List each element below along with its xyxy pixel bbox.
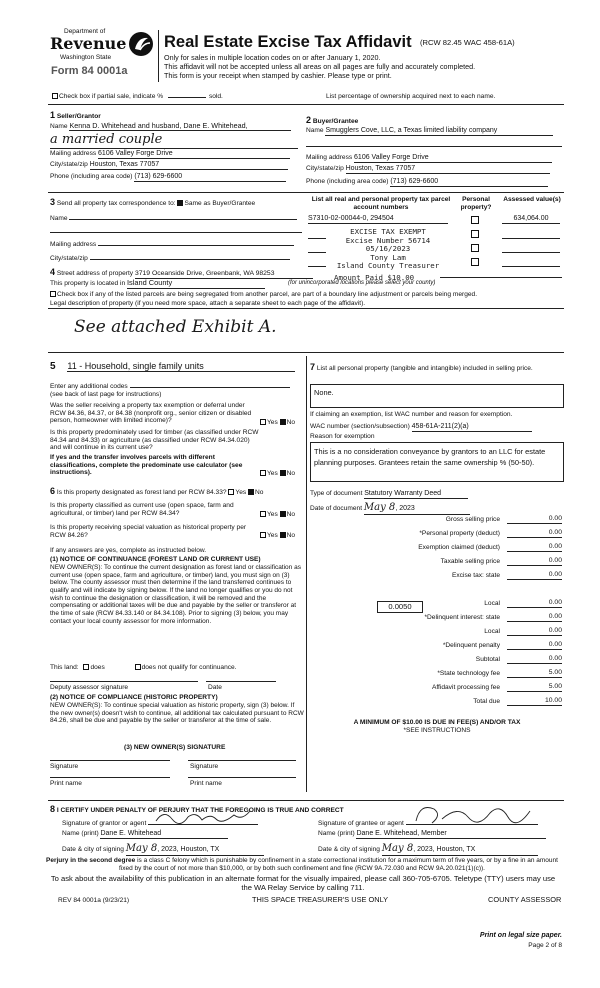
calc-row-value[interactable]: 10.00 <box>507 697 562 706</box>
q-current-use-no[interactable] <box>280 511 286 517</box>
owner-sig-label-1: Signature <box>50 763 79 770</box>
buyer-name-row: Name Smugglers Cove, LLC, a Texas limited liability company <box>306 127 562 136</box>
calc-row-value[interactable]: 0.00 <box>507 515 562 524</box>
rcw-reference: (RCW 82.45 WAC 458-61A) <box>420 38 515 47</box>
buyer-city-row: City/state/zip Houston, Texas 77057 <box>306 165 562 174</box>
personal-property-value: None. <box>314 388 334 397</box>
location-row: This property is located in Island County Amount Paid $10.00 (for unincorporated locations please select your county) <box>50 273 436 287</box>
grantor-signature[interactable] <box>148 817 258 825</box>
buyer-phone-field[interactable]: (713) 629-6600 <box>390 178 548 187</box>
calc-row-label: Exemption claimed (deduct) <box>418 544 500 551</box>
grantee-date-city[interactable]: May 8, 2023, Houston, TX <box>382 843 538 856</box>
owner-print-line-1[interactable] <box>50 777 170 778</box>
wac-row: WAC number (section/subsection) 458-61A-211(2)(a) <box>310 423 532 432</box>
street-row: 4 Street address of property 3719 Oceanside Drive, Greenbank, WA 98253 <box>50 267 320 279</box>
divider-top <box>48 104 564 105</box>
form-number: Form 84 0001a <box>51 65 128 77</box>
local-rate: 0.0050 <box>388 602 412 611</box>
page-number: Page 2 of 8 <box>528 942 562 949</box>
treasurer-use-label: THIS SPACE TREASURER'S USE ONLY <box>252 895 389 904</box>
perjury-note: Perjury in the second degree is a class C felony which is punishable by confinement in a state correctional institution for a maximum term of five years, or by a fine in an amount fixed by the court of not more than $10,000, or by both such confinement and fine (RCW 9A.72.030 and RCW 9A.20.021(1)(c)). <box>46 857 558 872</box>
legal-paper-note: Print on legal size paper. <box>479 932 562 939</box>
calc-row-value[interactable]: 0.00 <box>507 599 562 608</box>
sold-label: sold. <box>208 93 223 100</box>
minimum-due-note: A MINIMUM OF $10.00 IS DUE IN FEE(S) AND/OR TAX <box>353 719 521 726</box>
notice-continuance-body: NEW OWNER(S): To continue the current designation as forest land or classification as current use (open space, farm and agriculture, or timber) land, you must sign on (3) below. The county assessor must then determine if the land transferred continues to qualify and will indicate by signing below. If the land no longer qualifies or you do not wish to continue the designation or classification, it will be removed and the compensating or additional taxes will be due and payable by the seller or transferor at the time of sale (RCW 84.33.140 or 84.34.108). Prior to signing (3) below, you may contact your local county assessor for more information. <box>50 564 301 625</box>
calc-row-label: Local <box>484 600 500 607</box>
personal-property-checkbox-4[interactable] <box>471 258 479 266</box>
certify-line: 8 I CERTIFY UNDER PENALTY OF PERJURY THAT THE FOREGOING IS TRUE AND CORRECT <box>50 804 344 814</box>
corr-mail-field[interactable] <box>98 238 294 246</box>
calc-row <box>310 698 562 708</box>
q-forest: Is this property designated as forest land per RCW 84.33? <box>56 489 227 496</box>
grantee-signature[interactable] <box>406 817 538 825</box>
owner-sig-label-2: Signature <box>190 763 219 770</box>
calc-row-value[interactable]: 0.00 <box>507 613 562 622</box>
partial-percent-field[interactable] <box>168 97 206 98</box>
doc-type[interactable]: Statutory Warranty Deed <box>364 490 468 499</box>
grantor-signature-scribble <box>154 807 254 827</box>
county-assessor-label: COUNTY ASSESSOR <box>488 895 562 904</box>
state-line: Washington State <box>60 54 112 61</box>
calc-row-label: *State technology fee <box>437 670 500 677</box>
grantee-date-row: Date & city of signing May 8, 2023, Houston, TX <box>318 843 538 856</box>
logo <box>50 28 162 84</box>
personal-property-header: Personal property? <box>460 196 492 211</box>
q-timber-answer: Yes No <box>260 470 295 478</box>
calc-row-label: *Delinquent interest: state <box>424 614 500 621</box>
seller-city-row: City/state/zip Houston, Texas 77057 <box>50 161 300 170</box>
if-any-yes: If any answers are yes, complete as instructed below. <box>50 547 207 554</box>
column-divider <box>306 356 307 792</box>
seller-phone-row: Phone (including area code) (713) 629-6600 <box>50 173 300 182</box>
calc-row <box>310 572 562 582</box>
does-checkbox[interactable] <box>83 664 89 670</box>
see-instructions: *SEE INSTRUCTIONS <box>403 727 471 734</box>
calc-row-label: Local <box>484 628 500 635</box>
seller-mail-row: Mailing address 6106 Valley Forge Drive <box>50 150 300 159</box>
land-use-code[interactable]: 11 - Household, single family units <box>67 361 295 372</box>
q-historic-answer: Yes No <box>260 532 295 540</box>
buyer-phone-row: Phone (including area code) (713) 629-6600 <box>306 178 562 187</box>
calc-row <box>310 530 562 540</box>
local-rate-box[interactable] <box>377 601 423 613</box>
street-line-right <box>440 277 562 278</box>
value-line-4 <box>502 266 560 267</box>
reason-value: This is a no consideration conveyance by grantors to an LLC for estate planning purposes. Grantees retain the same ownership % (50-50). <box>314 447 546 468</box>
seller-name-field[interactable]: Kenna D. Whitehead and husband, Dane E. Whitehead, <box>69 122 291 131</box>
segregated-checkbox[interactable] <box>50 291 56 297</box>
grantor-name-row: Name (print) Dane E. Whitehead <box>62 830 228 839</box>
additional-codes-field[interactable] <box>130 381 290 388</box>
q-exemption-answer: Yes No <box>260 419 295 427</box>
grantee-sig-row: Signature of grantee or agent <box>318 817 538 828</box>
deputy-date-label: Date <box>208 684 222 691</box>
q-timber: Is this property predominately used for timber (as classified under RCW 84.34 and 84.33) or agriculture (as classified under RCW 84.34.020) and will continue in its current use? <box>50 429 259 452</box>
stamp-line-4: Tony Lam <box>370 252 406 262</box>
calc-row-value[interactable]: 5.00 <box>507 683 562 692</box>
parcel-number: S7310-02-00044-0, 294504 <box>308 215 448 224</box>
dept-line: Department of <box>64 28 106 35</box>
buyer-name-field[interactable]: Smugglers Cove, LLC, a Texas limited liability company <box>325 127 553 136</box>
calc-row-value[interactable]: 0.00 <box>507 543 562 552</box>
buyer-name-line2 <box>306 146 562 147</box>
grantee-name-row: Name (print) Dane E. Whitehead, Member <box>318 830 546 839</box>
corr-mail-row: Mailing address <box>50 238 302 249</box>
personal-property-checkbox-2[interactable] <box>471 230 479 238</box>
new-owner-signature-title: (3) NEW OWNER(S) SIGNATURE <box>124 744 226 751</box>
owner-print-label-2: Print name <box>190 780 222 787</box>
value-line-2 <box>502 238 560 239</box>
deputy-date-line <box>206 681 276 682</box>
does-not-checkbox[interactable] <box>135 664 141 670</box>
subtitle-2: This affidavit will not be accepted unless all areas on all pages are fully and accurately completed. <box>164 62 476 71</box>
corr-city-field[interactable] <box>90 252 290 260</box>
calc-row <box>310 544 562 554</box>
revision-label: REV 84 0001a (9/23/21) <box>58 897 130 904</box>
legal-description: See attached Exhibit A. <box>74 317 277 337</box>
revenue-logo-icon <box>128 31 154 57</box>
calc-row <box>310 600 562 610</box>
calc-row-label: Affidavit processing fee <box>431 684 500 691</box>
calc-row <box>310 684 562 694</box>
same-as-buyer-checkbox[interactable] <box>177 200 183 206</box>
q-exemption-yes[interactable] <box>260 419 266 425</box>
amount-paid-stamp: Amount Paid $10.00 <box>334 273 415 282</box>
corr-name-row: Name <box>50 212 302 223</box>
legal-label-line <box>48 308 564 309</box>
additional-codes-row: Enter any additional codes <box>50 381 304 391</box>
segregated-row: Check box if any of the listed parcels are being segregated from another parcel, are part of a boundary line adjustment or parcels being merged. <box>50 291 570 299</box>
wac-number[interactable]: 458-61A-211(2)(a) <box>412 423 532 432</box>
buyer-heading: 2 Buyer/Grantee <box>306 115 359 125</box>
corr-name-field[interactable] <box>69 212 297 220</box>
calc-row-label: Taxable selling price <box>440 558 500 565</box>
seller-mail-field[interactable]: 6106 Valley Forge Drive <box>98 150 290 159</box>
calc-row <box>310 642 562 652</box>
seller-city-field[interactable]: Houston, Texas 77057 <box>90 161 288 170</box>
calc-row <box>310 558 562 568</box>
subtitle-3: This form is your receipt when stamped by cashier. Please type or print. <box>164 71 392 80</box>
assessed-value: 634,064.00 <box>502 215 560 224</box>
q-forest-row: 6 Is this property designated as forest land per RCW 84.33? Yes No <box>50 486 264 496</box>
personal-property-label: 7 List all personal property (tangible and intangible) included in selling price. <box>310 362 533 372</box>
grantor-sig-row: Signature of grantor or agent <box>62 817 258 828</box>
seller-heading: 1 Seller/Grantor <box>50 110 101 120</box>
stamp-line-2: Excise Number 56714 <box>345 235 431 245</box>
owner-sig-line-1[interactable] <box>50 760 170 761</box>
calc-row-label: Gross selling price <box>445 516 500 523</box>
calc-row-value[interactable]: 0.00 <box>507 641 562 650</box>
stamp-line-3: 05/16/2023 <box>365 244 411 254</box>
grantee-signature-scribble <box>412 801 536 827</box>
q-historic: Is this property receiving special valuation as historical property per RCW 84.26? <box>50 524 247 539</box>
calc-row-value[interactable]: 0.00 <box>507 655 562 664</box>
header-divider <box>158 30 159 82</box>
treasurer-stamp <box>318 228 458 271</box>
revenue-wordmark: Revenue <box>50 34 127 53</box>
calc-row <box>310 614 562 624</box>
calc-row <box>310 656 562 666</box>
q-current-use: Is this property classified as current use (open space, farm and agricultural, or timber) land per RCW 84.34? <box>50 502 234 517</box>
grantor-date-row: Date & city of signing May 8, 2023, Houston, TX <box>62 843 264 856</box>
calc-row-value[interactable]: 0.00 <box>507 571 562 580</box>
buyer-city-field[interactable]: Houston, Texas 77057 <box>346 165 550 174</box>
stamp-line-5: Island County Treasurer <box>336 261 440 271</box>
q-historic-yes[interactable] <box>260 532 266 538</box>
divider-2 <box>48 192 564 193</box>
notice-continuance-title: (1) NOTICE OF CONTINUANCE (FOREST LAND OR CURRENT USE) <box>50 556 261 563</box>
personal-property-checkbox-1[interactable] <box>471 216 479 224</box>
reason-box[interactable] <box>310 442 564 482</box>
calc-row-label: Excise tax: state <box>451 572 500 579</box>
calc-row-label: Total due <box>473 698 500 705</box>
divider-4 <box>48 352 564 353</box>
stamp-line-1: EXCISE TAX EXEMPT <box>350 227 426 236</box>
buyer-mail-field[interactable]: 6106 Valley Forge Drive <box>354 154 552 163</box>
q-timber-yes[interactable] <box>260 470 266 476</box>
reason-label: Reason for exemption <box>310 433 375 440</box>
q-exemption: Was the seller receiving a property tax exemption or deferral under RCW 84.36, 84.37, or 84.38 (nonprofit org., senior citizen or disabled person, homeowner with limited income)? <box>50 402 252 425</box>
partial-sale-checkbox[interactable] <box>52 93 58 99</box>
calc-row <box>310 516 562 526</box>
q-exemption-no[interactable] <box>280 419 286 425</box>
personal-property-box[interactable] <box>310 384 564 408</box>
q-historic-no[interactable] <box>280 532 286 538</box>
partial-sale-label: Check box if partial sale, indicate % <box>59 93 164 100</box>
value-line-3 <box>502 252 560 253</box>
corr-city-row: City/state/zip <box>50 252 302 263</box>
buyer-mail-row: Mailing address 6106 Valley Forge Drive <box>306 154 562 163</box>
grantee-print-name[interactable]: Dane E. Whitehead, Member <box>356 830 546 839</box>
personal-property-checkbox-3[interactable] <box>471 244 479 252</box>
calc-row-label: *Delinquent penalty <box>442 642 500 649</box>
q-forest-no[interactable] <box>248 489 254 495</box>
calc-row-label: *Personal property (deduct) <box>419 530 500 537</box>
section-5-code-row: 5 11 - Household, single family units <box>50 361 304 373</box>
location-field[interactable]: Island County <box>127 279 265 289</box>
notice-compliance-title: (2) NOTICE OF COMPLIANCE (HISTORIC PROPERTY) <box>50 694 218 701</box>
calc-row-value[interactable]: 5.00 <box>507 669 562 678</box>
exemption-label: If claiming an exemption, list WAC number and reason for exemption. <box>310 411 513 418</box>
see-back-note: (see back of last page for instructions) <box>50 391 162 398</box>
calc-row <box>310 670 562 680</box>
doc-type-row: Type of document Statutory Warranty Deed <box>310 490 468 499</box>
owner-print-label-1: Print name <box>50 780 82 787</box>
unincorporated-note: (for unincorporated locations please select your county) <box>288 280 436 286</box>
partial-sale-row <box>52 93 223 101</box>
assessed-value-header: Assessed value(s) <box>503 196 561 203</box>
calc-row-label: Subtotal <box>475 656 500 663</box>
seller-name-handwritten: a married couple <box>50 133 298 149</box>
seller-name-row: Name Kenna D. Whitehead and husband, Dane E. Whitehead, <box>50 122 300 131</box>
calc-row-value[interactable]: 0.00 <box>507 529 562 538</box>
ownership-note: List percentage of ownership acquired next to each name. <box>326 93 496 100</box>
doc-date[interactable]: May 8, 2023 <box>364 502 470 515</box>
subtitle-1: Only for sales in multiple location codes on or after January 1, 2020. <box>164 53 381 62</box>
page-title: Real Estate Excise Tax Affidavit <box>164 33 412 51</box>
owner-print-line-2[interactable] <box>188 777 296 778</box>
corr-name-line2 <box>50 232 302 233</box>
q-timber-no[interactable] <box>280 470 286 476</box>
deputy-sig-line <box>50 681 198 682</box>
accessibility-note: To ask about the availability of this publication in an alternate format for the visually impaired, please call 360-705-6705. Teletype (TTY) users may use the WA Relay Service by calling 711. <box>50 874 556 893</box>
calc-row <box>310 628 562 638</box>
grantor-print-name[interactable]: Dane E. Whitehead <box>100 830 228 839</box>
calc-row-value[interactable]: 0.00 <box>507 557 562 566</box>
deputy-sig-label: Deputy assessor signature <box>50 684 129 691</box>
legal-label: Legal description of property (if you need more space, attach a separate sheet to each page of the affidavit). <box>50 300 366 307</box>
q-current-use-yes[interactable] <box>260 511 266 517</box>
seller-phone-field[interactable]: (713) 629-6600 <box>134 173 286 182</box>
q-current-use-answer: Yes No <box>260 511 295 519</box>
correspondence-row: 3 Send all property tax correspondence to: Same as Buyer/Grantee <box>50 197 256 207</box>
notice-compliance-body: NEW OWNER(S): To continue special valuation as historic property, sign (3) below. If the new owner(s) doesn't wish to continue, all additional tax calculated pursuant to RCW 84.26, shall be due and payable by the seller or transferor at the time of sale. <box>50 702 304 725</box>
owner-sig-line-2[interactable] <box>188 760 296 761</box>
q-forest-yes[interactable] <box>228 489 234 495</box>
grantor-date-city[interactable]: May 8, 2023, Houston, TX <box>126 843 264 856</box>
parcels-header: List all real and personal property tax parcel account numbers <box>311 196 451 211</box>
calc-row-value[interactable]: 0.00 <box>507 627 562 636</box>
street-field[interactable]: 3719 Oceanside Drive, Greenbank, WA 98253 <box>135 270 313 279</box>
doc-date-row: Date of document May 8, 2023 <box>310 502 470 515</box>
this-land-row: This land: does does not qualify for continuance. <box>50 664 237 671</box>
q-timber-note: If yes and the transfer involves parcels with different classifications, complete the predominate use calculator (see instructions). <box>50 454 243 477</box>
